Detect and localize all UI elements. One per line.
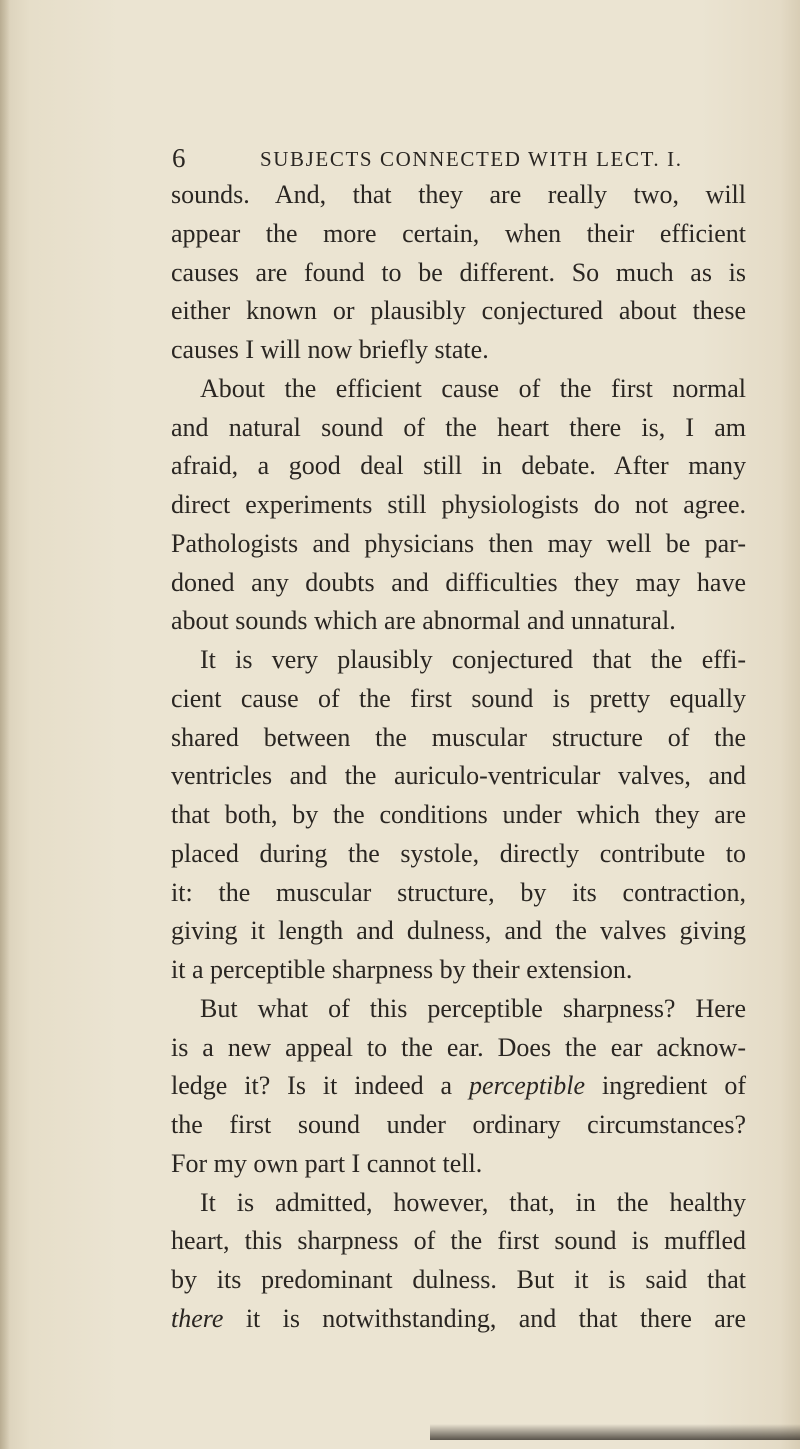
text-line: about sounds which are abnormal and unnatural.	[171, 606, 676, 636]
paragraph-start-line: It is very plausibly conjectured that the effi-	[200, 645, 746, 674]
text-line: Pathologists and physicians then may well be par-	[171, 528, 746, 558]
paragraph-start-line: About the efficient cause of the first normal	[200, 373, 746, 403]
text-line: For my own part I cannot tell.	[171, 1148, 483, 1178]
text-line: the first sound under ordinary circumstances?	[171, 1110, 746, 1139]
body-text	[171, 176, 746, 1339]
text-line: direct experiments still physiologists do not agree.	[171, 490, 746, 519]
page-binding-edge	[0, 0, 10, 1449]
text-line: sounds. And, that they are really two, will	[171, 180, 746, 209]
text-line: giving it length and dulness, and the valves giving	[171, 916, 746, 946]
text-line: by its predominant dulness. But it is said that	[171, 1265, 746, 1294]
paragraph-start-line: But what of this perceptible sharpness? Here	[200, 993, 746, 1023]
text-line: ventricles and the auriculo-ventricular valves, and	[171, 761, 746, 791]
paragraph-start-line: It is admitted, however, that, in the healthy	[200, 1187, 746, 1217]
text-line: appear the more certain, when their efficient	[171, 218, 746, 248]
text-line: placed during the systole, directly contribute to	[171, 838, 746, 868]
text-line: is a new appeal to the ear. Does the ear acknow-	[171, 1032, 746, 1062]
italic-emphasis: there	[171, 1303, 224, 1333]
text-line: heart, this sharpness of the first sound is muffled	[171, 1226, 746, 1256]
text-line: that both, by the conditions under which they are	[171, 800, 746, 829]
text-line: either known or plausibly conjectured about these	[171, 296, 746, 326]
text-line: causes I will now briefly state.	[171, 335, 489, 364]
text-line: cient cause of the first sound is pretty equally	[171, 683, 746, 713]
text-line: ledge it? Is it indeed a perceptible ingredient of	[171, 1071, 746, 1101]
text-line: doned any doubts and difficulties they may have	[171, 567, 746, 597]
text-line: afraid, a good deal still in debate. After many	[171, 451, 746, 481]
text-line: shared between the muscular structure of the	[171, 722, 746, 752]
italic-emphasis: perceptible	[469, 1071, 586, 1101]
text-line: it: the muscular structure, by its contraction,	[171, 877, 746, 907]
text-line: there it is notwithstanding, and that there are	[171, 1303, 746, 1333]
page-edge-shadow	[430, 1400, 800, 1440]
text-line: causes are found to be different. So much as is	[171, 257, 746, 287]
text-line: it a perceptible sharpness by their extension.	[171, 955, 633, 984]
page-number: 6	[172, 143, 186, 173]
running-head: SUBJECTS CONNECTED WITH LECT. I.	[260, 147, 683, 171]
text-line: and natural sound of the heart there is, I am	[171, 412, 746, 442]
page-header	[172, 143, 746, 179]
